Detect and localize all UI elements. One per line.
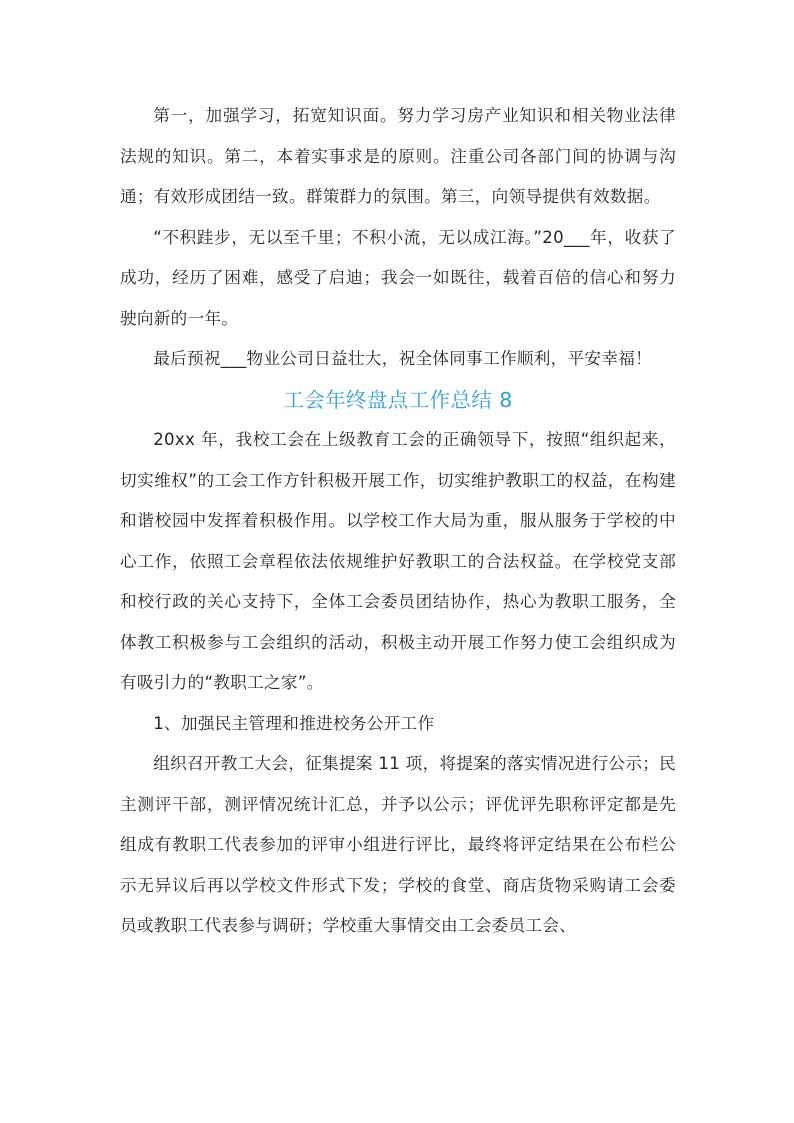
subheading-democratic-management: 1、加强民主管理和推进校务公开工作 (153, 713, 435, 733)
paragraph-learning: 第一，加强学习，拓宽知识面。努力学习房产业知识和相关物业法律法规的知识。第二，本着实事求是的原则。注重公司各部门间的协调与沟通；有效形成团结一致。群策群力的氛围。第三，向领导提供有效数据。 (120, 106, 676, 206)
document-page (120, 96, 676, 947)
paragraph-staff-congress: 组织召开教工大会，征集提案 11 项，将提案的落实情况进行公示；民主测评干部，测评情况统计汇总，并予以公示；评优评先职称评定都是先组成有教职工代表参加的评审小组进行评比，最终将评定结果在公布栏公示无异议后再以学校文件形式下发；学校的食堂、商店货物采购请工会委员或教职工代表参与调研；学校重大事情交由工会委员工会、 (120, 754, 676, 935)
paragraph-quote: “不积跬步，无以至千里；不积小流，无以成江海。”20___年，收获了成功，经历了困难，感受了启迪；我会一如既往，载着百倍的信心和努力驶向新的一年。 (120, 227, 676, 328)
section-title: 工会年终盘点工作总结 8 (283, 387, 513, 412)
paragraph-intro: 20xx 年，我校工会在上级教育工会的正确领导下，按照“组织起来，切实维权”的工会工作方针积极开展工作，切实维护教职工的权益，在构建和谐校园中发挥着积极作用。以学校工作大局为重，服从服务于学校的中心工作，依照工会章程依法依规维护好教职工的合法权益。在学校党支部和校行政的关心支持下，全体工会委员团结协作，热心为教职工服务，全体教工积极参与工会组织的活动，积极主动开展工作努力使工会组织成为有吸引力的“教职工之家”。 (120, 430, 676, 692)
paragraph-wishes: 最后预祝___物业公司日益壮大，祝全体同事工作顺利，平安幸福！ (153, 349, 653, 368)
